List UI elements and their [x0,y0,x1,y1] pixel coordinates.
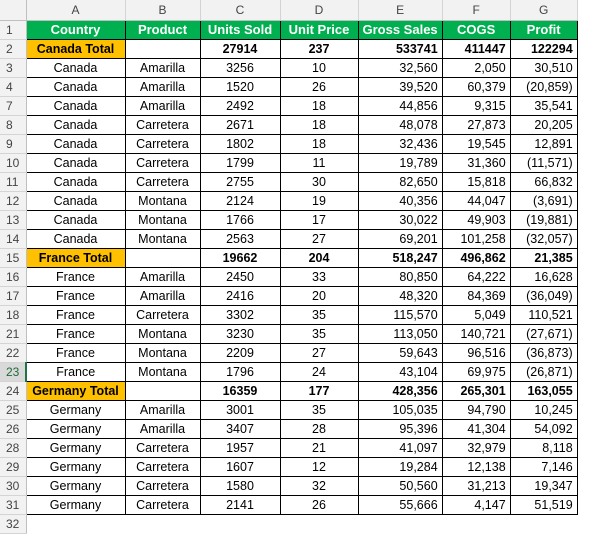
cell-b25[interactable]: Amarilla [125,400,200,419]
table-row [0,210,577,229]
cell-b7[interactable]: Amarilla [125,96,200,115]
cell-f10[interactable]: 31,360 [442,153,510,172]
cell-c17[interactable]: 2416 [200,286,280,305]
cell-b23[interactable]: Montana [125,362,200,381]
cell-c25[interactable]: 3001 [200,400,280,419]
cell-d22[interactable]: 27 [280,343,358,362]
cell-f13[interactable]: 49,903 [442,210,510,229]
cell-e7[interactable]: 44,856 [358,96,442,115]
cell-c21[interactable]: 3230 [200,324,280,343]
cell-a4[interactable]: Canada [26,77,125,96]
column-header-e[interactable]: E [358,0,442,20]
cell-f26[interactable]: 41,304 [442,419,510,438]
cell-e29[interactable]: 19,284 [358,457,442,476]
cell-f25[interactable]: 94,790 [442,400,510,419]
cell-e10[interactable]: 19,789 [358,153,442,172]
row-header-4[interactable]: 4 [0,77,26,96]
cell-c18[interactable]: 3302 [200,305,280,324]
cell-a3[interactable]: Canada [26,58,125,77]
cell-a24[interactable]: Germany Total [26,381,125,400]
cell-e30[interactable]: 50,560 [358,476,442,495]
total-row [0,381,577,400]
cell-b16[interactable]: Amarilla [125,267,200,286]
cell-a8[interactable]: Canada [26,115,125,134]
cell-c26[interactable]: 3407 [200,419,280,438]
cell-c32[interactable] [200,514,280,533]
cell-f14[interactable]: 101,258 [442,229,510,248]
cell-d25[interactable]: 35 [280,400,358,419]
cell-g15[interactable]: 21,385 [510,248,577,267]
cell-g12[interactable]: (3,691) [510,191,577,210]
cell-e32[interactable] [358,514,442,533]
column-header-g[interactable]: G [510,0,577,20]
cell-g18[interactable]: 110,521 [510,305,577,324]
row-header-7[interactable]: 7 [0,96,26,115]
total-row [0,39,577,58]
cell-e3[interactable]: 32,560 [358,58,442,77]
column-header-f[interactable]: F [442,0,510,20]
cell-c13[interactable]: 1766 [200,210,280,229]
cell-c31[interactable]: 2141 [200,495,280,514]
cell-a10[interactable]: Canada [26,153,125,172]
cell-c10[interactable]: 1799 [200,153,280,172]
cell-g16[interactable]: 16,628 [510,267,577,286]
cell-d21[interactable]: 35 [280,324,358,343]
cell-e16[interactable]: 80,850 [358,267,442,286]
cell-b31[interactable]: Carretera [125,495,200,514]
cell-f28[interactable]: 32,979 [442,438,510,457]
table-row [0,362,577,381]
cell-b24[interactable] [125,381,200,400]
cell-f21[interactable]: 140,721 [442,324,510,343]
cell-g32[interactable] [510,514,577,533]
cell-a23[interactable]: France [26,362,125,381]
table-row [0,438,577,457]
cell-c28[interactable]: 1957 [200,438,280,457]
cell-b26[interactable]: Amarilla [125,419,200,438]
cell-g3[interactable]: 30,510 [510,58,577,77]
cell-f24[interactable]: 265,301 [442,381,510,400]
cell-d7[interactable]: 18 [280,96,358,115]
cell-e18[interactable]: 115,570 [358,305,442,324]
cell-e11[interactable]: 82,650 [358,172,442,191]
cell-a22[interactable]: France [26,343,125,362]
cell-b11[interactable]: Carretera [125,172,200,191]
row-header-15[interactable]: 15 [0,248,26,267]
row-header-29[interactable]: 29 [0,457,26,476]
cell-c4[interactable]: 1520 [200,77,280,96]
cell-e14[interactable]: 69,201 [358,229,442,248]
row-header-22[interactable]: 22 [0,343,26,362]
table-row [0,58,577,77]
cell-f4[interactable]: 60,379 [442,77,510,96]
row-header-28[interactable]: 28 [0,438,26,457]
table-row [0,400,577,419]
cell-d32[interactable] [280,514,358,533]
column-header-a[interactable]: A [26,0,125,20]
cell-e9[interactable]: 32,436 [358,134,442,153]
row-header-21[interactable]: 21 [0,324,26,343]
table-row [0,134,577,153]
cell-b15[interactable] [125,248,200,267]
cell-f23[interactable]: 69,975 [442,362,510,381]
table-row [0,115,577,134]
cell-a32[interactable] [26,514,125,533]
cell-e15[interactable]: 518,247 [358,248,442,267]
table-row [0,286,577,305]
cell-a16[interactable]: France [26,267,125,286]
cell-d24[interactable]: 177 [280,381,358,400]
table-header-row [0,20,577,39]
cell-d15[interactable]: 204 [280,248,358,267]
cell-a17[interactable]: France [26,286,125,305]
cell-a26[interactable]: Germany [26,419,125,438]
cell-b14[interactable]: Montana [125,229,200,248]
cell-c12[interactable]: 2124 [200,191,280,210]
cell-e12[interactable]: 40,356 [358,191,442,210]
cell-a13[interactable]: Canada [26,210,125,229]
cell-g23[interactable]: (26,871) [510,362,577,381]
cell-b3[interactable]: Amarilla [125,58,200,77]
cell-c7[interactable]: 2492 [200,96,280,115]
cell-d18[interactable]: 35 [280,305,358,324]
cell-b21[interactable]: Montana [125,324,200,343]
column-header-row [0,0,577,20]
cell-g30[interactable]: 19,347 [510,476,577,495]
cell-f31[interactable]: 4,147 [442,495,510,514]
table-row [0,77,577,96]
cell-c14[interactable]: 2563 [200,229,280,248]
row-header-1[interactable]: 1 [0,20,26,39]
table-row [0,457,577,476]
cell-g8[interactable]: 20,205 [510,115,577,134]
cell-b13[interactable]: Montana [125,210,200,229]
cell-g10[interactable]: (11,571) [510,153,577,172]
cell-g4[interactable]: (20,859) [510,77,577,96]
header-cell-f[interactable]: COGS [442,20,510,39]
row-header-14[interactable]: 14 [0,229,26,248]
column-header-c[interactable]: C [200,0,280,20]
table-row [0,324,577,343]
cell-d16[interactable]: 33 [280,267,358,286]
cell-g14[interactable]: (32,057) [510,229,577,248]
header-cell-b[interactable]: Product [125,20,200,39]
cell-c3[interactable]: 3256 [200,58,280,77]
cell-f8[interactable]: 27,873 [442,115,510,134]
cell-g7[interactable]: 35,541 [510,96,577,115]
cell-g2[interactable]: 122294 [510,39,577,58]
row-header-8[interactable]: 8 [0,115,26,134]
cell-a15[interactable]: France Total [26,248,125,267]
cell-b28[interactable]: Carretera [125,438,200,457]
cell-b18[interactable]: Carretera [125,305,200,324]
cell-b10[interactable]: Carretera [125,153,200,172]
cell-f7[interactable]: 9,315 [442,96,510,115]
cell-d10[interactable]: 11 [280,153,358,172]
header-cell-g[interactable]: Profit [510,20,577,39]
table-row [0,267,577,286]
cell-a29[interactable]: Germany [26,457,125,476]
cell-b9[interactable]: Carretera [125,134,200,153]
cell-d28[interactable]: 21 [280,438,358,457]
column-header-d[interactable]: D [280,0,358,20]
cell-c9[interactable]: 1802 [200,134,280,153]
cell-d3[interactable]: 10 [280,58,358,77]
row-header-18[interactable]: 18 [0,305,26,324]
cell-a25[interactable]: Germany [26,400,125,419]
cell-a28[interactable]: Germany [26,438,125,457]
cell-f18[interactable]: 5,049 [442,305,510,324]
cell-f32[interactable] [442,514,510,533]
table-row [0,476,577,495]
header-cell-c[interactable]: Units Sold [200,20,280,39]
cell-c15[interactable]: 19662 [200,248,280,267]
cell-d8[interactable]: 18 [280,115,358,134]
cell-a18[interactable]: France [26,305,125,324]
cell-e24[interactable]: 428,356 [358,381,442,400]
cell-c11[interactable]: 2755 [200,172,280,191]
cell-e31[interactable]: 55,666 [358,495,442,514]
header-cell-a[interactable]: Country [26,20,125,39]
cell-b8[interactable]: Carretera [125,115,200,134]
row-header-9[interactable]: 9 [0,134,26,153]
row-header-31[interactable]: 31 [0,495,26,514]
cell-f17[interactable]: 84,369 [442,286,510,305]
cell-a9[interactable]: Canada [26,134,125,153]
cell-f15[interactable]: 496,862 [442,248,510,267]
cell-a21[interactable]: France [26,324,125,343]
cell-a12[interactable]: Canada [26,191,125,210]
row-header-13[interactable]: 13 [0,210,26,229]
cell-a30[interactable]: Germany [26,476,125,495]
cell-d11[interactable]: 30 [280,172,358,191]
cell-b22[interactable]: Montana [125,343,200,362]
cell-e21[interactable]: 113,050 [358,324,442,343]
cell-a31[interactable]: Germany [26,495,125,514]
row-header-11[interactable]: 11 [0,172,26,191]
cell-f16[interactable]: 64,222 [442,267,510,286]
total-row [0,248,577,267]
row-header-3[interactable]: 3 [0,58,26,77]
cell-d17[interactable]: 20 [280,286,358,305]
row-header-17[interactable]: 17 [0,286,26,305]
cell-f11[interactable]: 15,818 [442,172,510,191]
cell-a2[interactable]: Canada Total [26,39,125,58]
row-header-30[interactable]: 30 [0,476,26,495]
cell-g22[interactable]: (36,873) [510,343,577,362]
row-header-25[interactable]: 25 [0,400,26,419]
cell-f3[interactable]: 2,050 [442,58,510,77]
cell-d2[interactable]: 237 [280,39,358,58]
cell-d29[interactable]: 12 [280,457,358,476]
cell-f9[interactable]: 19,545 [442,134,510,153]
cell-d23[interactable]: 24 [280,362,358,381]
cell-c2[interactable]: 27914 [200,39,280,58]
table-row [0,191,577,210]
table-row [0,419,577,438]
row-header-12[interactable]: 12 [0,191,26,210]
table-row [0,153,577,172]
cell-d26[interactable]: 28 [280,419,358,438]
table-row [0,96,577,115]
row-header-10[interactable]: 10 [0,153,26,172]
cell-f12[interactable]: 44,047 [442,191,510,210]
cell-d30[interactable]: 32 [280,476,358,495]
cell-c16[interactable]: 2450 [200,267,280,286]
cell-b2[interactable] [125,39,200,58]
cell-e26[interactable]: 95,396 [358,419,442,438]
cell-g31[interactable]: 51,519 [510,495,577,514]
cell-d14[interactable]: 27 [280,229,358,248]
cell-e2[interactable]: 533741 [358,39,442,58]
column-header-b[interactable]: B [125,0,200,20]
row-header-16[interactable]: 16 [0,267,26,286]
header-cell-d[interactable]: Unit Price [280,20,358,39]
cell-g9[interactable]: 12,891 [510,134,577,153]
table-row [0,305,577,324]
cell-g13[interactable]: (19,881) [510,210,577,229]
cell-d31[interactable]: 26 [280,495,358,514]
cell-a14[interactable]: Canada [26,229,125,248]
cell-a7[interactable]: Canada [26,96,125,115]
cell-e8[interactable]: 48,078 [358,115,442,134]
cell-e22[interactable]: 59,643 [358,343,442,362]
table-row [0,495,577,514]
table-row [0,172,577,191]
cell-c22[interactable]: 2209 [200,343,280,362]
cell-b12[interactable]: Montana [125,191,200,210]
cell-c29[interactable]: 1607 [200,457,280,476]
cell-b4[interactable]: Amarilla [125,77,200,96]
cell-c23[interactable]: 1796 [200,362,280,381]
cell-g28[interactable]: 8,118 [510,438,577,457]
cell-g11[interactable]: 66,832 [510,172,577,191]
cell-g21[interactable]: (27,671) [510,324,577,343]
cell-d9[interactable]: 18 [280,134,358,153]
cell-d4[interactable]: 26 [280,77,358,96]
cell-f29[interactable]: 12,138 [442,457,510,476]
cell-f30[interactable]: 31,213 [442,476,510,495]
cell-f2[interactable]: 411447 [442,39,510,58]
cell-c8[interactable]: 2671 [200,115,280,134]
cell-e28[interactable]: 41,097 [358,438,442,457]
cell-c24[interactable]: 16359 [200,381,280,400]
cell-e4[interactable]: 39,520 [358,77,442,96]
empty-row [0,514,577,533]
cell-b30[interactable]: Carretera [125,476,200,495]
cell-e23[interactable]: 43,104 [358,362,442,381]
cell-b17[interactable]: Amarilla [125,286,200,305]
cell-d13[interactable]: 17 [280,210,358,229]
row-header-26[interactable]: 26 [0,419,26,438]
row-header-23[interactable]: 23 [0,362,26,381]
cell-g25[interactable]: 10,245 [510,400,577,419]
table-row [0,343,577,362]
cell-a11[interactable]: Canada [26,172,125,191]
row-header-24[interactable]: 24 [0,381,26,400]
cell-d12[interactable]: 19 [280,191,358,210]
select-all-corner[interactable] [0,0,26,20]
row-header-2[interactable]: 2 [0,39,26,58]
cell-b32[interactable] [125,514,200,533]
header-cell-e[interactable]: Gross Sales [358,20,442,39]
cell-g24[interactable]: 163,055 [510,381,577,400]
cell-e25[interactable]: 105,035 [358,400,442,419]
cell-g17[interactable]: (36,049) [510,286,577,305]
cell-g26[interactable]: 54,092 [510,419,577,438]
cell-e13[interactable]: 30,022 [358,210,442,229]
cell-f22[interactable]: 96,516 [442,343,510,362]
cell-b29[interactable]: Carretera [125,457,200,476]
cell-e17[interactable]: 48,320 [358,286,442,305]
row-header-32[interactable]: 32 [0,514,26,533]
cell-g29[interactable]: 7,146 [510,457,577,476]
table-row [0,229,577,248]
cell-c30[interactable]: 1580 [200,476,280,495]
